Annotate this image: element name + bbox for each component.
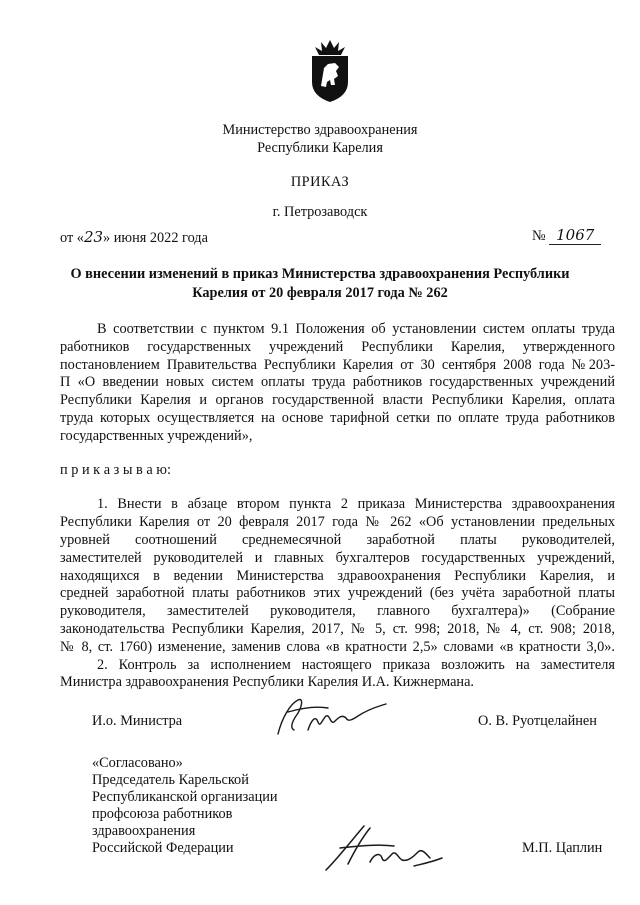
city: г. Петрозаводск — [272, 204, 368, 220]
agreement-line: Республиканской организации — [92, 789, 278, 805]
minister-signature — [268, 694, 408, 742]
order-word: п р и к а з ы в а ю: — [60, 462, 171, 478]
item1-line: находящихся в ведении Министерства здравоохранения Республики Карелия, и — [60, 568, 615, 584]
preamble-line: работников государственных учреждений Республики Карелия, утвержденного — [60, 339, 615, 355]
preamble-line: Республики Карелия и органов государственной власти Республики Карелия, оплата — [60, 392, 615, 408]
agreement-line: профсоюза работников — [92, 806, 233, 822]
ministry-name-line2: Республики Карелия — [257, 140, 383, 156]
emblem-crest — [315, 40, 345, 55]
union-chair-signature — [318, 818, 448, 878]
item1-line: законодательства Республики Карелия, 2017, № 5, ст. 998; 2018, № 4, ст. 908; 2018, — [60, 621, 615, 637]
item1-line: 1. Внести в абзаце втором пункта 2 приказа Министерства здравоохранения — [97, 496, 615, 512]
signatory-name: О. В. Руотцелайнен — [478, 713, 597, 729]
item1-line: № 8, ст. 1760) изменение, заменив слова «в кратности 2,5» словами «в кратности 3,0». — [60, 639, 615, 655]
item1-line: заместителей руководителей и главных бухгалтеров государственных учреждений, — [60, 550, 615, 566]
item1-line: Республики Карелия от 20 февраля 2017 года № 262 «Об установлении предельных — [60, 514, 615, 530]
item1-line: средней заработной платы работников этих учреждений (без учёта заработной платы — [60, 585, 615, 601]
agreement-line: «Согласовано» — [92, 755, 183, 771]
signatory-position: И.о. Министра — [92, 713, 183, 729]
document-type: ПРИКАЗ — [290, 174, 350, 190]
number-handwritten: 1067 — [549, 226, 601, 245]
item1-line: уровней соотношений среднемесячной заработной платы руководителей, — [60, 532, 615, 548]
agreement-line: Российской Федерации — [92, 840, 234, 856]
order-number — [532, 226, 601, 245]
date-suffix: » июня 2022 года — [103, 230, 208, 246]
date-prefix: от « — [60, 230, 84, 246]
preamble-line: П «О введении новых систем оплаты труда работников государственных учреждений — [60, 374, 615, 390]
title-line2: Карелия от 20 февраля 2017 года № 262 — [192, 285, 448, 301]
title-line1: О внесении изменений в приказ Министерства здравоохранения Республики — [70, 266, 570, 282]
preamble-line: постановлением Правительства Республики Карелия от 30 сентября 2008 года №203- — [60, 357, 615, 373]
number-label: № — [532, 228, 546, 244]
preamble-line: государственных учреждений», — [60, 428, 253, 444]
ministry-name-line1: Министерство здравоохранения — [222, 122, 418, 138]
item2-line: Министра здравоохранения Республики Карелия И.А. Кижнермана. — [60, 674, 474, 690]
union-chair-name: М.П. Цаплин — [522, 840, 603, 856]
agreement-line: здравоохранения — [92, 823, 196, 839]
preamble-line: В соответствии с пунктом 9.1 Положения об установлении систем оплаты труда — [97, 321, 615, 337]
agreement-line: Председатель Карельской — [92, 772, 249, 788]
coat-of-arms-emblem — [305, 38, 355, 104]
preamble-line: труда которых осуществляется на основе тарифной сетки по оплате труда работников — [60, 410, 615, 426]
date-day-handwritten: 23 — [83, 228, 104, 246]
item2-line: 2. Контроль за исполнением настоящего приказа возложить на заместителя — [97, 657, 615, 673]
item1-line: руководителя, заместителей руководителя, главного бухгалтера)» (Собрание — [60, 603, 615, 619]
order-date — [60, 228, 208, 247]
